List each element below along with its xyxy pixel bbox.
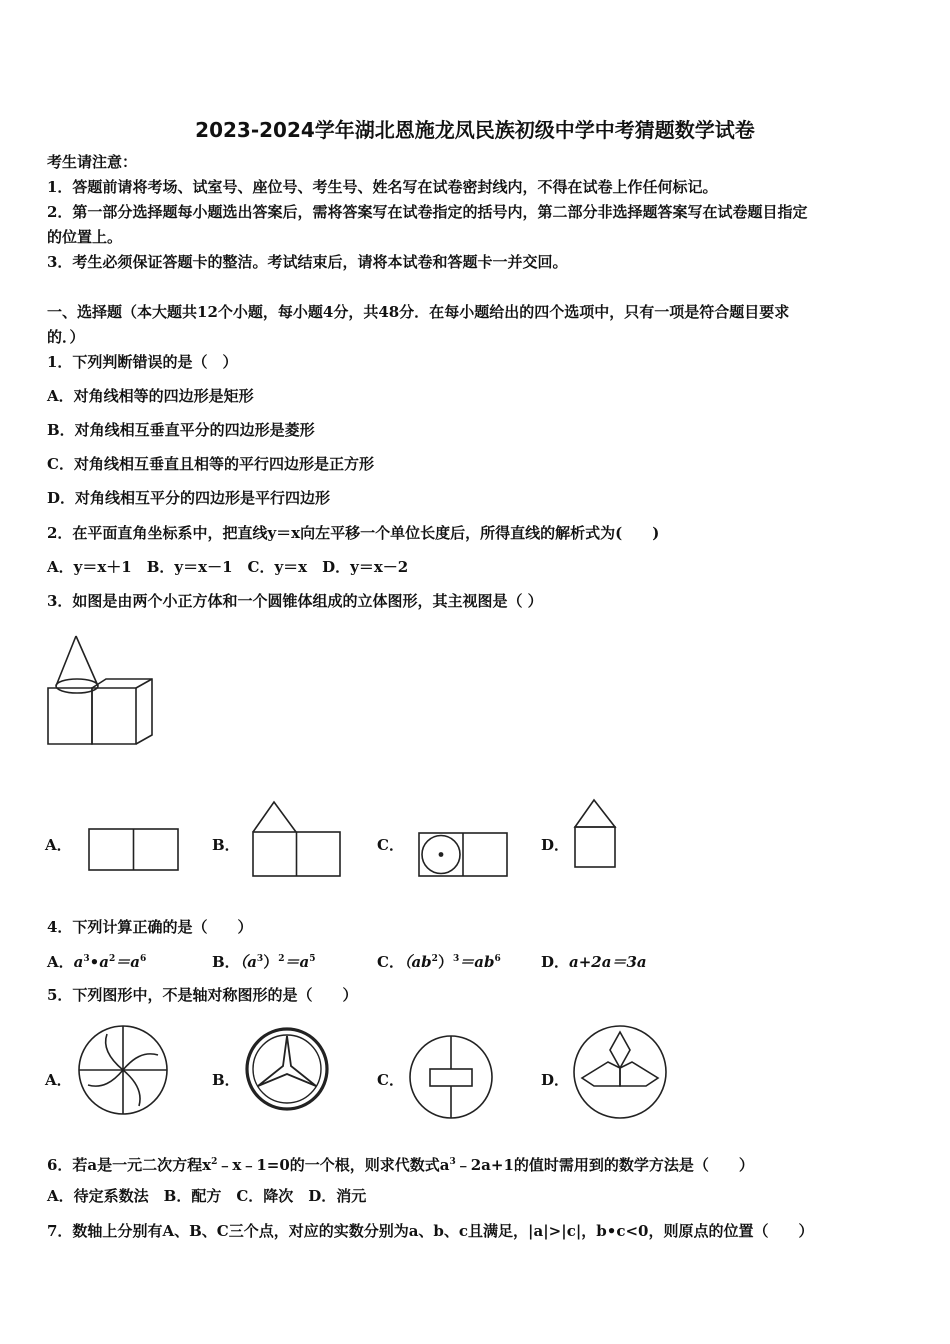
q4-option-a: A．$a^3•a^2=a^6$ <box>47 953 147 971</box>
notice-heading: 考生请注意： <box>47 153 138 171</box>
q5-option-a-label: A． <box>45 1071 72 1089</box>
q5-option-c-label: C． <box>377 1071 404 1089</box>
q2-options: A．y＝x＋1 B．y＝x－1 C．y＝x D．y＝x－2 <box>47 558 409 576</box>
q3-option-b-figure <box>250 800 344 878</box>
q6-stem: 6．若a是一元二次方程$x^2﹣x﹣1=0$的一个根，则求代数式$a^3﹣2a+1$的值时需用到的数学方法是（ ） <box>47 1156 754 1174</box>
q4-stem: 4．下列计算正确的是（ ） <box>47 918 253 936</box>
q3-option-a-label: A． <box>45 836 72 854</box>
notice-item: 的位置上。 <box>47 228 123 246</box>
q3-option-a-figure <box>88 828 180 874</box>
notice-item: 1．答题前请将考场、试室号、座位号、考生号、姓名写在试卷密封线内，不得在试卷上作任何标记。 <box>47 178 718 196</box>
q4-option-b: B．$(a^3)^2=a^5$ <box>212 953 316 971</box>
q1-option-b: B．对角线相互垂直平分的四边形是菱形 <box>47 421 315 439</box>
page-title: 2023-2024学年湖北恩施龙凤民族初级中学中考猜题数学试卷 <box>195 118 755 142</box>
q1-stem: 1．下列判断错误的是（ ） <box>47 353 238 371</box>
q5-option-d-diamond-emblem <box>570 1024 670 1122</box>
notice-item: 2．第一部分选择题每小题选出答案后，需将答案写在试卷指定的括号内，第二部分非选择题答案写在试卷题目指定 <box>47 203 808 221</box>
q5-stem: 5．下列图形中，不是轴对称图形的是（ ） <box>47 986 358 1004</box>
q4-option-c: C．$(ab^2)^3=ab^6$ <box>377 953 501 971</box>
q3-option-b-label: B． <box>212 836 240 854</box>
section-heading: 一、选择题（本大题共12个小题，每小题4分，共48分．在每小题给出的四个选项中，只有一项是符合题目要求 <box>47 303 790 321</box>
q3-option-c-figure <box>418 832 510 878</box>
q5-option-b-label: B． <box>212 1071 240 1089</box>
q3-stem: 3．如图是由两个小正方体和一个圆锥体组成的立体图形，其主视图是（ ） <box>47 592 543 610</box>
q6-options: A．待定系数法 B．配方 C．降次 D．消元 <box>47 1187 367 1205</box>
q4-option-d: D．a+2a＝3a <box>541 953 647 971</box>
notice-item: 3．考生必须保证答题卡的整洁。考试结束后，请将本试卷和答题卡一并交回。 <box>47 253 568 271</box>
section-heading-cont: 的．） <box>47 328 85 346</box>
q1-option-d: D．对角线相互平分的四边形是平行四边形 <box>47 489 331 507</box>
q5-option-d-label: D． <box>541 1071 570 1089</box>
q1-option-c: C．对角线相互垂直且相等的平行四边形是正方形 <box>47 455 374 473</box>
q5-option-c-circle-rect <box>408 1034 494 1120</box>
q5-option-b-star-emblem <box>244 1026 330 1112</box>
q1-option-a: A．对角线相等的四边形是矩形 <box>47 387 254 405</box>
q3-solid-figure <box>44 634 159 749</box>
q2-stem: 2．在平面直角坐标系中，把直线y＝x向左平移一个单位长度后，所得直线的解析式为( ) <box>47 524 660 542</box>
q5-option-a-pinwheel <box>76 1024 172 1116</box>
q3-option-d-figure <box>573 798 623 870</box>
q3-option-c-label: C． <box>377 836 404 854</box>
q7-stem: 7．数轴上分别有A、B、C三个点，对应的实数分别为a、b、c且满足，|a|>|c|，b•c<0，则原点的位置（ ） <box>47 1222 814 1240</box>
q3-option-d-label: D． <box>541 836 570 854</box>
